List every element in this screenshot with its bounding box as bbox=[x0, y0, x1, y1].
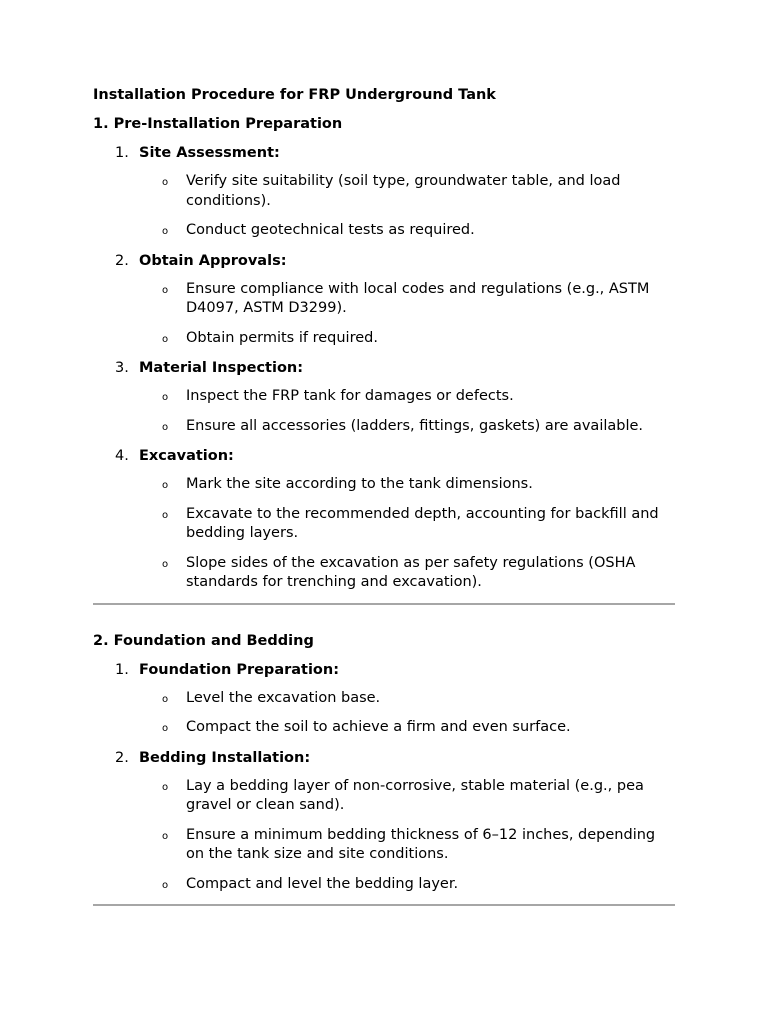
bullet-circle-icon: o bbox=[162, 284, 169, 296]
bullet-list bbox=[93, 777, 675, 895]
list-item bbox=[93, 777, 675, 816]
list-item bbox=[93, 475, 675, 495]
bullet-text: Ensure all accessories (ladders, fittings, gaskets) are available. bbox=[186, 417, 644, 434]
step-number: 2. bbox=[115, 749, 129, 766]
section-divider bbox=[93, 603, 675, 605]
bullet-text: Compact the soil to achieve a firm and even surface. bbox=[186, 719, 571, 735]
step-number: 1. bbox=[115, 661, 129, 678]
bullet-circle-icon: o bbox=[162, 781, 169, 793]
document-title: Installation Procedure for FRP Underground Tank bbox=[93, 87, 496, 103]
section-title: 1. Pre-Installation Preparation bbox=[93, 116, 343, 132]
section-divider bbox=[93, 904, 675, 906]
list-item bbox=[93, 505, 675, 544]
bullet-list bbox=[93, 172, 675, 241]
step-number: 1. bbox=[115, 145, 129, 161]
bullet-text: Ensure a minimum bedding thickness of 6–12 inches, depending on the tank size and site conditions. bbox=[186, 826, 656, 862]
list-item bbox=[93, 554, 675, 593]
list-item bbox=[93, 718, 675, 738]
step-site-assessment bbox=[93, 143, 675, 241]
bullet-circle-icon: o bbox=[162, 177, 169, 188]
bullet-text: Conduct geotechnical tests as required. bbox=[186, 222, 475, 238]
bullet-circle-icon: o bbox=[162, 421, 169, 433]
bullet-circle-icon: o bbox=[162, 333, 169, 345]
step-number: 4. bbox=[115, 448, 129, 464]
bullet-text: Compact and level the bedding layer. bbox=[186, 875, 459, 892]
bullet-circle-icon: o bbox=[162, 480, 169, 491]
list-item bbox=[93, 329, 675, 349]
list-item bbox=[93, 875, 675, 895]
step-number: 3. bbox=[115, 360, 129, 376]
bullet-list bbox=[93, 387, 675, 436]
list-item bbox=[93, 280, 675, 319]
document-page bbox=[93, 85, 675, 906]
bullet-list bbox=[93, 689, 675, 738]
step-bedding-installation bbox=[93, 748, 675, 895]
step-list bbox=[93, 660, 675, 895]
list-item bbox=[93, 417, 675, 437]
bullet-circle-icon: o bbox=[162, 509, 169, 521]
bullet-circle-icon: o bbox=[162, 693, 169, 705]
step-material-inspection bbox=[93, 358, 675, 436]
bullet-circle-icon: o bbox=[162, 226, 169, 237]
step-label: Bedding Installation: bbox=[139, 749, 311, 766]
section-title: 2. Foundation and Bedding bbox=[93, 632, 314, 649]
bullet-text: Obtain permits if required. bbox=[186, 329, 378, 346]
step-number: 2. bbox=[115, 252, 129, 269]
bullet-text: Verify site suitability (soil type, groundwater table, and load conditions). bbox=[186, 173, 621, 209]
bullet-list bbox=[93, 280, 675, 349]
list-item bbox=[93, 826, 675, 865]
list-item bbox=[93, 387, 675, 407]
step-excavation bbox=[93, 446, 675, 593]
bullet-circle-icon: o bbox=[162, 879, 169, 891]
step-foundation-preparation bbox=[93, 660, 675, 738]
step-label: Excavation: bbox=[139, 448, 234, 464]
step-label: Material Inspection: bbox=[139, 360, 304, 376]
bullet-circle-icon: o bbox=[162, 723, 169, 734]
list-item bbox=[93, 172, 675, 211]
bullet-text: Slope sides of the excavation as per safety regulations (OSHA standards for trenching and excavation). bbox=[186, 554, 636, 590]
bullet-text: Ensure compliance with local codes and regulations (e.g., ASTM D4097, ASTM D3299). bbox=[186, 280, 650, 316]
step-obtain-approvals bbox=[93, 251, 675, 349]
bullet-text: Inspect the FRP tank for damages or defects. bbox=[186, 388, 514, 404]
bullet-text: Excavate to the recommended depth, accounting for backfill and bedding layers. bbox=[186, 505, 659, 541]
section-foundation-bedding bbox=[93, 631, 675, 895]
section-pre-installation bbox=[93, 114, 675, 593]
bullet-text: Mark the site according to the tank dimensions. bbox=[186, 476, 533, 492]
step-label: Foundation Preparation: bbox=[139, 661, 340, 678]
bullet-text: Level the excavation base. bbox=[186, 689, 381, 706]
bullet-circle-icon: o bbox=[162, 392, 169, 403]
bullet-circle-icon: o bbox=[162, 830, 169, 842]
bullet-text: Lay a bedding layer of non-corrosive, stable material (e.g., pea gravel or clean sand). bbox=[186, 777, 644, 813]
list-item bbox=[93, 689, 675, 709]
step-label: Obtain Approvals: bbox=[139, 252, 287, 269]
bullet-circle-icon: o bbox=[162, 558, 169, 570]
step-label: Site Assessment: bbox=[139, 145, 280, 161]
list-item bbox=[93, 221, 675, 241]
step-list bbox=[93, 143, 675, 593]
bullet-list bbox=[93, 475, 675, 593]
